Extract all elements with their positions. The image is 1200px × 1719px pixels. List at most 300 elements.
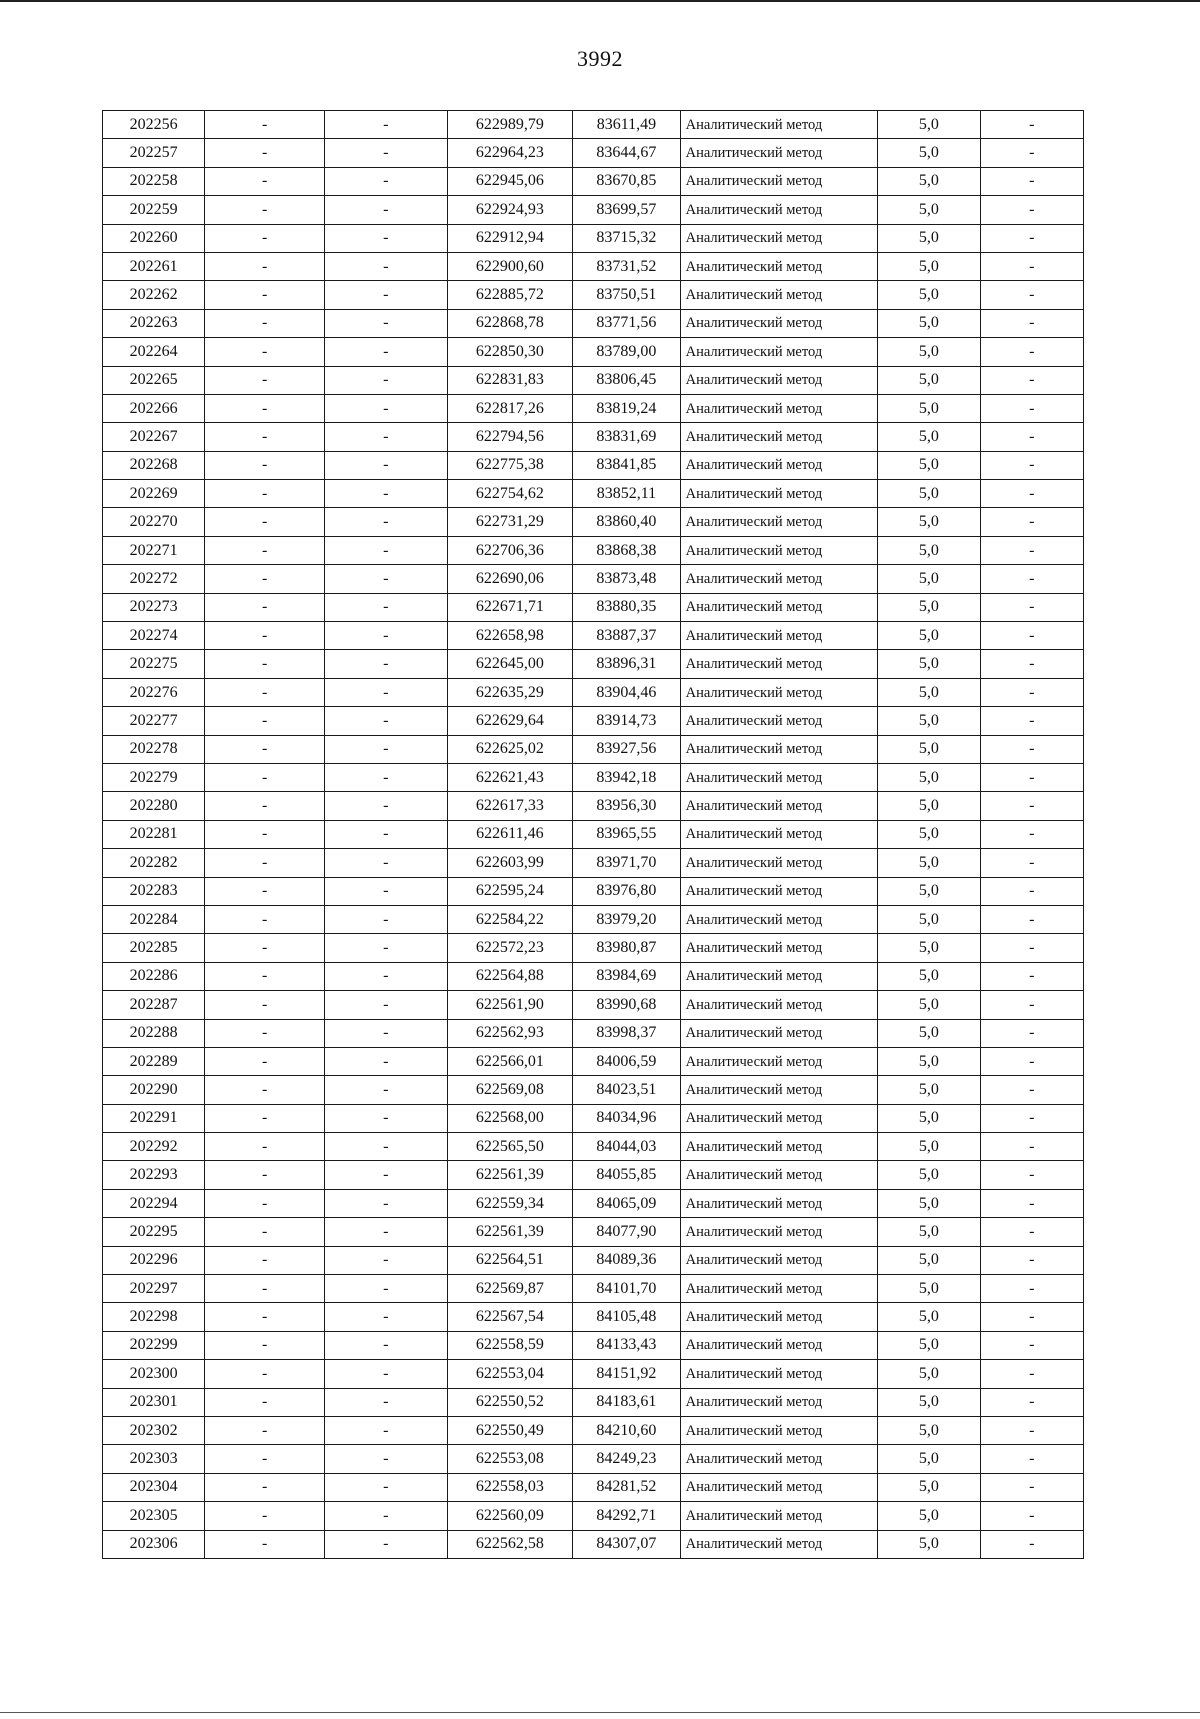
cell-method: Аналитический метод [680, 139, 878, 167]
cell-empty-c: - [980, 1189, 1083, 1217]
cell-accuracy: 5,0 [878, 1388, 980, 1416]
cell-empty-a: - [205, 763, 325, 791]
cell-empty-b: - [324, 139, 447, 167]
cell-empty-b: - [324, 1246, 447, 1274]
cell-coordinate-x: 622561,39 [447, 1218, 573, 1246]
scan-edge-top [0, 0, 1200, 2]
cell-accuracy: 5,0 [878, 1473, 980, 1501]
cell-coordinate-y: 84307,07 [573, 1530, 680, 1558]
cell-coordinate-y: 83942,18 [573, 763, 680, 791]
cell-empty-a: - [205, 991, 325, 1019]
table-row [103, 1331, 1084, 1359]
cell-empty-b: - [324, 877, 447, 905]
cell-method: Аналитический метод [680, 224, 878, 252]
cell-point-number: 202273 [103, 593, 205, 621]
cell-point-number: 202291 [103, 1104, 205, 1132]
cell-point-number: 202269 [103, 480, 205, 508]
cell-method: Аналитический метод [680, 1076, 878, 1104]
cell-accuracy: 5,0 [878, 650, 980, 678]
cell-point-number: 202281 [103, 820, 205, 848]
cell-accuracy: 5,0 [878, 877, 980, 905]
cell-point-number: 202282 [103, 849, 205, 877]
cell-accuracy: 5,0 [878, 338, 980, 366]
cell-coordinate-x: 622561,90 [447, 991, 573, 1019]
cell-empty-a: - [205, 167, 325, 195]
cell-coordinate-y: 84133,43 [573, 1331, 680, 1359]
cell-coordinate-y: 83852,11 [573, 480, 680, 508]
table-row [103, 1303, 1084, 1331]
cell-point-number: 202270 [103, 508, 205, 536]
cell-accuracy: 5,0 [878, 1502, 980, 1530]
cell-empty-c: - [980, 1388, 1083, 1416]
cell-empty-c: - [980, 1019, 1083, 1047]
cell-empty-b: - [324, 508, 447, 536]
table-row [103, 451, 1084, 479]
cell-coordinate-x: 622625,02 [447, 735, 573, 763]
cell-point-number: 202287 [103, 991, 205, 1019]
cell-coordinate-x: 622690,06 [447, 565, 573, 593]
cell-coordinate-x: 622635,29 [447, 678, 573, 706]
cell-empty-c: - [980, 1331, 1083, 1359]
cell-coordinate-y: 83644,67 [573, 139, 680, 167]
cell-empty-b: - [324, 281, 447, 309]
cell-empty-c: - [980, 394, 1083, 422]
cell-empty-a: - [205, 1104, 325, 1132]
cell-coordinate-x: 622558,59 [447, 1331, 573, 1359]
cell-empty-b: - [324, 678, 447, 706]
cell-method: Аналитический метод [680, 309, 878, 337]
cell-coordinate-x: 622603,99 [447, 849, 573, 877]
cell-coordinate-y: 83914,73 [573, 707, 680, 735]
cell-point-number: 202278 [103, 735, 205, 763]
cell-coordinate-x: 622569,08 [447, 1076, 573, 1104]
cell-empty-c: - [980, 111, 1083, 139]
cell-coordinate-y: 83831,69 [573, 423, 680, 451]
cell-method: Аналитический метод [680, 480, 878, 508]
cell-coordinate-y: 83750,51 [573, 281, 680, 309]
cell-point-number: 202256 [103, 111, 205, 139]
cell-coordinate-x: 622885,72 [447, 281, 573, 309]
table-row [103, 1218, 1084, 1246]
page-number: 3992 [577, 46, 623, 71]
cell-empty-a: - [205, 394, 325, 422]
cell-method: Аналитический метод [680, 196, 878, 224]
cell-accuracy: 5,0 [878, 1275, 980, 1303]
cell-method: Аналитический метод [680, 991, 878, 1019]
cell-accuracy: 5,0 [878, 480, 980, 508]
cell-coordinate-y: 83998,37 [573, 1019, 680, 1047]
cell-empty-b: - [324, 366, 447, 394]
cell-accuracy: 5,0 [878, 1189, 980, 1217]
cell-empty-a: - [205, 451, 325, 479]
cell-empty-a: - [205, 1416, 325, 1444]
cell-empty-c: - [980, 224, 1083, 252]
cell-coordinate-x: 622564,88 [447, 962, 573, 990]
cell-empty-a: - [205, 707, 325, 735]
cell-method: Аналитический метод [680, 281, 878, 309]
table-row [103, 1275, 1084, 1303]
cell-coordinate-x: 622671,71 [447, 593, 573, 621]
table-row [103, 1076, 1084, 1104]
table-row [103, 622, 1084, 650]
table-row [103, 1133, 1084, 1161]
cell-coordinate-x: 622558,03 [447, 1473, 573, 1501]
table-row [103, 820, 1084, 848]
cell-accuracy: 5,0 [878, 394, 980, 422]
cell-coordinate-x: 622621,43 [447, 763, 573, 791]
cell-empty-b: - [324, 1530, 447, 1558]
cell-empty-c: - [980, 1047, 1083, 1075]
table-row [103, 1530, 1084, 1558]
cell-empty-a: - [205, 1331, 325, 1359]
cell-coordinate-y: 83984,69 [573, 962, 680, 990]
cell-coordinate-y: 83965,55 [573, 820, 680, 848]
cell-empty-a: - [205, 1388, 325, 1416]
cell-accuracy: 5,0 [878, 281, 980, 309]
cell-empty-a: - [205, 480, 325, 508]
cell-coordinate-x: 622831,83 [447, 366, 573, 394]
cell-empty-c: - [980, 423, 1083, 451]
cell-coordinate-x: 622658,98 [447, 622, 573, 650]
cell-coordinate-y: 83771,56 [573, 309, 680, 337]
cell-coordinate-x: 622924,93 [447, 196, 573, 224]
cell-coordinate-y: 83980,87 [573, 934, 680, 962]
cell-method: Аналитический метод [680, 1416, 878, 1444]
cell-coordinate-y: 83819,24 [573, 394, 680, 422]
cell-coordinate-y: 83979,20 [573, 905, 680, 933]
cell-accuracy: 5,0 [878, 1246, 980, 1274]
cell-point-number: 202299 [103, 1331, 205, 1359]
cell-coordinate-x: 622564,51 [447, 1246, 573, 1274]
cell-point-number: 202257 [103, 139, 205, 167]
cell-empty-a: - [205, 1246, 325, 1274]
cell-coordinate-y: 83715,32 [573, 224, 680, 252]
cell-accuracy: 5,0 [878, 678, 980, 706]
cell-coordinate-x: 622584,22 [447, 905, 573, 933]
cell-method: Аналитический метод [680, 1246, 878, 1274]
cell-coordinate-x: 622731,29 [447, 508, 573, 536]
cell-coordinate-x: 622561,39 [447, 1161, 573, 1189]
cell-coordinate-x: 622550,52 [447, 1388, 573, 1416]
cell-accuracy: 5,0 [878, 707, 980, 735]
cell-point-number: 202295 [103, 1218, 205, 1246]
cell-coordinate-y: 84151,92 [573, 1360, 680, 1388]
cell-empty-a: - [205, 877, 325, 905]
cell-empty-b: - [324, 1473, 447, 1501]
cell-accuracy: 5,0 [878, 139, 980, 167]
table-row [103, 111, 1084, 139]
cell-empty-a: - [205, 1530, 325, 1558]
cell-accuracy: 5,0 [878, 1019, 980, 1047]
cell-point-number: 202267 [103, 423, 205, 451]
cell-coordinate-y: 83789,00 [573, 338, 680, 366]
cell-empty-b: - [324, 1303, 447, 1331]
cell-empty-a: - [205, 622, 325, 650]
table-row [103, 792, 1084, 820]
cell-method: Аналитический метод [680, 508, 878, 536]
cell-point-number: 202261 [103, 252, 205, 280]
cell-empty-a: - [205, 934, 325, 962]
cell-empty-c: - [980, 1161, 1083, 1189]
table-row [103, 1189, 1084, 1217]
cell-coordinate-x: 622868,78 [447, 309, 573, 337]
cell-empty-c: - [980, 338, 1083, 366]
table-row [103, 281, 1084, 309]
cell-coordinate-y: 84034,96 [573, 1104, 680, 1132]
cell-accuracy: 5,0 [878, 1218, 980, 1246]
cell-point-number: 202260 [103, 224, 205, 252]
cell-empty-a: - [205, 423, 325, 451]
cell-empty-c: - [980, 792, 1083, 820]
cell-accuracy: 5,0 [878, 1047, 980, 1075]
table-row [103, 1246, 1084, 1274]
cell-method: Аналитический метод [680, 792, 878, 820]
cell-empty-c: - [980, 593, 1083, 621]
cell-accuracy: 5,0 [878, 849, 980, 877]
cell-empty-c: - [980, 1416, 1083, 1444]
cell-coordinate-x: 622567,54 [447, 1303, 573, 1331]
cell-empty-a: - [205, 1445, 325, 1473]
coordinates-table-body [103, 111, 1084, 1559]
cell-empty-a: - [205, 792, 325, 820]
cell-empty-a: - [205, 565, 325, 593]
cell-point-number: 202280 [103, 792, 205, 820]
cell-empty-b: - [324, 650, 447, 678]
cell-coordinate-x: 622706,36 [447, 536, 573, 564]
cell-method: Аналитический метод [680, 905, 878, 933]
cell-empty-a: - [205, 593, 325, 621]
cell-coordinate-y: 83868,38 [573, 536, 680, 564]
cell-empty-c: - [980, 1445, 1083, 1473]
cell-coordinate-y: 84249,23 [573, 1445, 680, 1473]
cell-empty-b: - [324, 820, 447, 848]
cell-accuracy: 5,0 [878, 735, 980, 763]
cell-empty-c: - [980, 1133, 1083, 1161]
cell-accuracy: 5,0 [878, 1360, 980, 1388]
cell-empty-a: - [205, 1502, 325, 1530]
cell-empty-b: - [324, 1360, 447, 1388]
cell-point-number: 202271 [103, 536, 205, 564]
cell-empty-c: - [980, 934, 1083, 962]
cell-point-number: 202300 [103, 1360, 205, 1388]
cell-empty-b: - [324, 309, 447, 337]
table-row [103, 1360, 1084, 1388]
cell-empty-a: - [205, 962, 325, 990]
cell-coordinate-x: 622912,94 [447, 224, 573, 252]
cell-coordinate-y: 83873,48 [573, 565, 680, 593]
cell-point-number: 202292 [103, 1133, 205, 1161]
cell-coordinate-y: 83841,85 [573, 451, 680, 479]
cell-empty-b: - [324, 536, 447, 564]
cell-point-number: 202284 [103, 905, 205, 933]
table-row [103, 735, 1084, 763]
table-row [103, 508, 1084, 536]
cell-coordinate-y: 83731,52 [573, 252, 680, 280]
cell-point-number: 202296 [103, 1246, 205, 1274]
cell-accuracy: 5,0 [878, 1161, 980, 1189]
cell-point-number: 202264 [103, 338, 205, 366]
table-row [103, 224, 1084, 252]
cell-method: Аналитический метод [680, 252, 878, 280]
cell-empty-b: - [324, 792, 447, 820]
cell-point-number: 202279 [103, 763, 205, 791]
cell-method: Аналитический метод [680, 451, 878, 479]
table-row [103, 1502, 1084, 1530]
cell-accuracy: 5,0 [878, 224, 980, 252]
cell-point-number: 202285 [103, 934, 205, 962]
cell-accuracy: 5,0 [878, 451, 980, 479]
cell-coordinate-x: 622562,58 [447, 1530, 573, 1558]
cell-method: Аналитический метод [680, 877, 878, 905]
table-row [103, 962, 1084, 990]
cell-coordinate-x: 622566,01 [447, 1047, 573, 1075]
cell-method: Аналитический метод [680, 1473, 878, 1501]
cell-empty-b: - [324, 1445, 447, 1473]
cell-method: Аналитический метод [680, 1133, 878, 1161]
cell-empty-c: - [980, 1530, 1083, 1558]
cell-coordinate-y: 84077,90 [573, 1218, 680, 1246]
cell-coordinate-x: 622550,49 [447, 1416, 573, 1444]
cell-accuracy: 5,0 [878, 1331, 980, 1359]
cell-coordinate-y: 84044,03 [573, 1133, 680, 1161]
cell-empty-a: - [205, 196, 325, 224]
cell-empty-c: - [980, 309, 1083, 337]
table-row [103, 707, 1084, 735]
cell-accuracy: 5,0 [878, 593, 980, 621]
cell-empty-a: - [205, 1047, 325, 1075]
cell-accuracy: 5,0 [878, 423, 980, 451]
cell-coordinate-y: 83904,46 [573, 678, 680, 706]
table-row [103, 309, 1084, 337]
cell-method: Аналитический метод [680, 1218, 878, 1246]
table-row [103, 423, 1084, 451]
cell-method: Аналитический метод [680, 565, 878, 593]
cell-method: Аналитический метод [680, 111, 878, 139]
cell-coordinate-x: 622645,00 [447, 650, 573, 678]
cell-accuracy: 5,0 [878, 1530, 980, 1558]
cell-method: Аналитический метод [680, 962, 878, 990]
cell-empty-a: - [205, 1076, 325, 1104]
cell-method: Аналитический метод [680, 1360, 878, 1388]
cell-coordinate-x: 622617,33 [447, 792, 573, 820]
cell-method: Аналитический метод [680, 1189, 878, 1217]
cell-empty-b: - [324, 338, 447, 366]
cell-accuracy: 5,0 [878, 1445, 980, 1473]
cell-empty-a: - [205, 281, 325, 309]
cell-coordinate-x: 622565,50 [447, 1133, 573, 1161]
cell-accuracy: 5,0 [878, 508, 980, 536]
cell-empty-a: - [205, 252, 325, 280]
cell-accuracy: 5,0 [878, 1104, 980, 1132]
cell-coordinate-x: 622562,93 [447, 1019, 573, 1047]
cell-coordinate-x: 622572,23 [447, 934, 573, 962]
cell-coordinate-x: 622553,04 [447, 1360, 573, 1388]
cell-empty-a: - [205, 1360, 325, 1388]
table-row [103, 167, 1084, 195]
cell-point-number: 202259 [103, 196, 205, 224]
cell-method: Аналитический метод [680, 338, 878, 366]
cell-coordinate-x: 622568,00 [447, 1104, 573, 1132]
cell-empty-c: - [980, 1473, 1083, 1501]
cell-accuracy: 5,0 [878, 366, 980, 394]
cell-empty-a: - [205, 508, 325, 536]
cell-coordinate-x: 622754,62 [447, 480, 573, 508]
cell-coordinate-y: 83806,45 [573, 366, 680, 394]
cell-empty-a: - [205, 905, 325, 933]
cell-empty-c: - [980, 650, 1083, 678]
cell-coordinate-y: 84101,70 [573, 1275, 680, 1303]
cell-point-number: 202303 [103, 1445, 205, 1473]
cell-empty-c: - [980, 167, 1083, 195]
cell-method: Аналитический метод [680, 167, 878, 195]
cell-coordinate-x: 622945,06 [447, 167, 573, 195]
cell-coordinate-y: 83971,70 [573, 849, 680, 877]
cell-point-number: 202258 [103, 167, 205, 195]
cell-point-number: 202297 [103, 1275, 205, 1303]
cell-empty-b: - [324, 224, 447, 252]
cell-empty-c: - [980, 763, 1083, 791]
cell-empty-a: - [205, 224, 325, 252]
cell-empty-c: - [980, 1076, 1083, 1104]
cell-point-number: 202265 [103, 366, 205, 394]
cell-point-number: 202263 [103, 309, 205, 337]
cell-coordinate-y: 84023,51 [573, 1076, 680, 1104]
table-row [103, 763, 1084, 791]
cell-coordinate-y: 83927,56 [573, 735, 680, 763]
table-row [103, 593, 1084, 621]
cell-point-number: 202266 [103, 394, 205, 422]
cell-empty-a: - [205, 366, 325, 394]
cell-empty-c: - [980, 962, 1083, 990]
cell-coordinate-y: 84210,60 [573, 1416, 680, 1444]
table-row [103, 877, 1084, 905]
cell-empty-c: - [980, 1360, 1083, 1388]
cell-empty-b: - [324, 1189, 447, 1217]
cell-empty-c: - [980, 252, 1083, 280]
cell-method: Аналитический метод [680, 678, 878, 706]
cell-empty-b: - [324, 394, 447, 422]
cell-empty-a: - [205, 139, 325, 167]
cell-point-number: 202301 [103, 1388, 205, 1416]
cell-empty-b: - [324, 934, 447, 962]
cell-method: Аналитический метод [680, 849, 878, 877]
table-row [103, 1445, 1084, 1473]
table-row [103, 934, 1084, 962]
table-row [103, 565, 1084, 593]
cell-method: Аналитический метод [680, 394, 878, 422]
cell-coordinate-x: 622775,38 [447, 451, 573, 479]
cell-coordinate-x: 622553,08 [447, 1445, 573, 1473]
cell-point-number: 202290 [103, 1076, 205, 1104]
cell-coordinate-y: 84065,09 [573, 1189, 680, 1217]
table-row [103, 1019, 1084, 1047]
cell-point-number: 202305 [103, 1502, 205, 1530]
cell-empty-b: - [324, 763, 447, 791]
table-row [103, 1161, 1084, 1189]
cell-coordinate-x: 622964,23 [447, 139, 573, 167]
cell-coordinate-y: 83976,80 [573, 877, 680, 905]
cell-coordinate-y: 83956,30 [573, 792, 680, 820]
cell-coordinate-y: 83860,40 [573, 508, 680, 536]
cell-coordinate-x: 622989,79 [447, 111, 573, 139]
cell-empty-c: - [980, 508, 1083, 536]
cell-empty-c: - [980, 1104, 1083, 1132]
cell-empty-b: - [324, 423, 447, 451]
cell-accuracy: 5,0 [878, 763, 980, 791]
cell-point-number: 202298 [103, 1303, 205, 1331]
cell-empty-a: - [205, 678, 325, 706]
cell-coordinate-y: 84292,71 [573, 1502, 680, 1530]
